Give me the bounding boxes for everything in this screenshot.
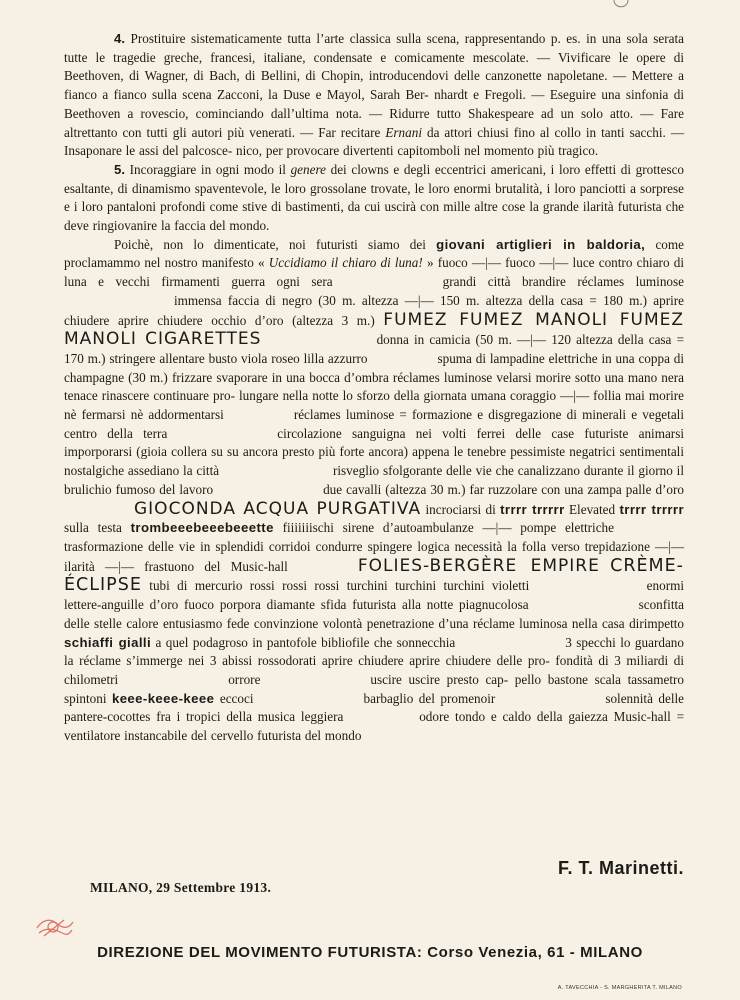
printer-credit: A. TAVECCHIA - S. MARGHERITA T. MILANO xyxy=(557,985,682,991)
free-word-poem: Poichè, non lo dimenticate, noi futuristi siamo dei giovani artiglieri in baldoria, come proclamammo nel nostro manifesto « Uccidiamo il chiaro di luna! » fuoco —|— fuoco —|— luce contro chiaro di luna e vecchi firmamenti guerra ogni sera grandi città brandire réclames luminoseimmensa faccia di negro (30 m. altezza —|— 150 m. altezza della casa = 180 m.) aprire chiudere aprire chiudere occhio d’oro (altezza 3 m.) FUMEZ FUMEZ MANOLI FUMEZ MANOLI CIGARETTES donna in camicia (50 m. —|— 120 altezza della casa = 170 m.) stringere allentare busto viola roseo lilla azzurro spuma di lampadine elettriche in una coppa di champagne (30 m.) frizzare svaporare in una bocca d’ombra réclames luminose velarsi morire sotto una mano nera tenace rinascere continuare pro- lungare nella notte lo sforzo della giornata umana coraggio —|— follia mai morire nè fermarsi nè addormentarsi réclames luminose = formazione e disgregazione di minerali e vegetali centro della terra circolazione sanguigna nei volti ferrei delle case futuriste animarsi imporporarsi (gioia collera su su ancora presto più forte ancora) appena le tenebre pessimiste negatrici sentimentali nostalgiche assediano la città risveglio sfolgorante delle vie che canalizzano durante il giorno il brulichio fumoso del lavoro due cavalli (altezza 30 m.) far ruzzolare con una zampa palle d’oroGIOCONDA ACQUA PURGATIVA incrociarsi di trrrr trrrrr Elevated trrrr trrrrr sulla testa trombeeebeeebeeette fiiiiiiischi sirene d’autoambulanze —|— pompe elettrichetrasformazione delle vie in splendidi corridoi condurre spingere logica necessità la folla verso trepidazione —|— ilarità —|— frastuono del Music-hall FOLIES-BERGÈRE EMPIRE CRÈME-ÉCLIPSE tubi di mercurio rossi rossi rossi turchini turchini turchini violetti enormi lettere-anguille d’oro fuoco porpora diamante sfida futurista alla notte piagnucolosa sconfitta delle stelle calore entusiasmo fede convinzione volontà penetrazione d’una réclame luminosa nella casa dirimpetto schiaffi gialli a quel podagroso in pantofole bibliofile che sonnecchia 3 specchi lo guardano la réclame s’immerge nei 3 abissi rossodorati aprire chiudere aprire chiudere delle pro- fondità di 3 miliardi di chilometri orrore uscire uscire presto cap- pello bastone scala tassametro spintoni keee-keee-keee eccoci barbaglio del promenoir solennità delle pantere-cocottes fra i tropici della musica leggiera odore tondo e caldo della gaiezza Music-hall = ventilatore instancabile del cervello futurista del mondo xyxy=(64,236,685,744)
paragraph-5: 5. Incoraggiare in ogni modo il genere dei clowns e degli eccentrici americani, i loro effetti di grottesco esaltante, di dinamismo spaventevole, le loro grossolane trovate, le loro enormi brutalità, i loro panciotti a sorprese e i loro pantaloni profondi come stive di bastimenti, da cui uscirà con mille altre cose la grande ilarità futurista che deve ringiovanire la faccia del mondo. xyxy=(64,161,685,234)
red-stamp-icon xyxy=(34,914,76,940)
manifesto-body xyxy=(64,30,684,746)
paragraph-number: 4. xyxy=(114,31,125,46)
paragraph-4: 4. Prostituire sistematicamente tutta l’arte classica sulla scena, rappresentando p. es. in una sola serata tutte le tragedie greche, francesi, italiane, condensate e comicamente mescolate. — Vivificare le opere di Beethoven, di Wagner, di Bach, di Bellini, di Chopin, introducendovi delle canzonette napoletane. — Mettere a fianco a fianco sulla scena Zacconi, la Duse e Mayol, Sarah Ber- nhardt e Fregoli. — Eseguire una sinfonia di Beethoven a rovescio, cominciando dall’ultima nota. — Ridurre tutto Shakespeare ad un solo atto. — Fare altrettanto con tutti gli autori più venerati. — Far recitare Ernani da attori chiusi fino al collo in tanti sacchi. — Insaponare le assi del palcosce- nico, per provocare divertenti capitomboli nel momento più tragico. xyxy=(64,31,685,159)
advert-creme-eclipse: CRÈME-ÉCLIPSE xyxy=(64,555,685,596)
bold-phrase: trrrr trrrrr xyxy=(500,501,565,517)
bold-phrase: keee-keee-keee xyxy=(111,690,215,706)
advert-gioconda: GIOCONDA ACQUA PURGATIVA xyxy=(134,498,422,519)
dateline: MILANO, 29 Settembre 1913. xyxy=(90,880,272,895)
bold-phrase: trrrr trrrrr xyxy=(619,501,685,517)
bold-phrase: trombeeebeeebeeette xyxy=(130,520,274,536)
bold-phrase: giovani artiglieri in baldoria, xyxy=(436,236,646,252)
advert-cigarettes: FUMEZ FUMEZ MANOLI FUMEZ MANOLI CIGARETTES xyxy=(64,309,685,350)
bold-phrase: schiaffi gialli xyxy=(64,634,152,650)
paragraph-number: 5. xyxy=(114,161,125,177)
advert-folies-bergere: FOLIES-BERGÈRE EMPIRE xyxy=(357,555,600,576)
pencil-mark-icon xyxy=(610,0,632,14)
footer-address: DIREZIONE DEL MOVIMENTO FUTURISTA: Corso Venezia, 61 - MILANO xyxy=(97,944,643,961)
signature: F. T. Marinetti. xyxy=(557,858,684,878)
